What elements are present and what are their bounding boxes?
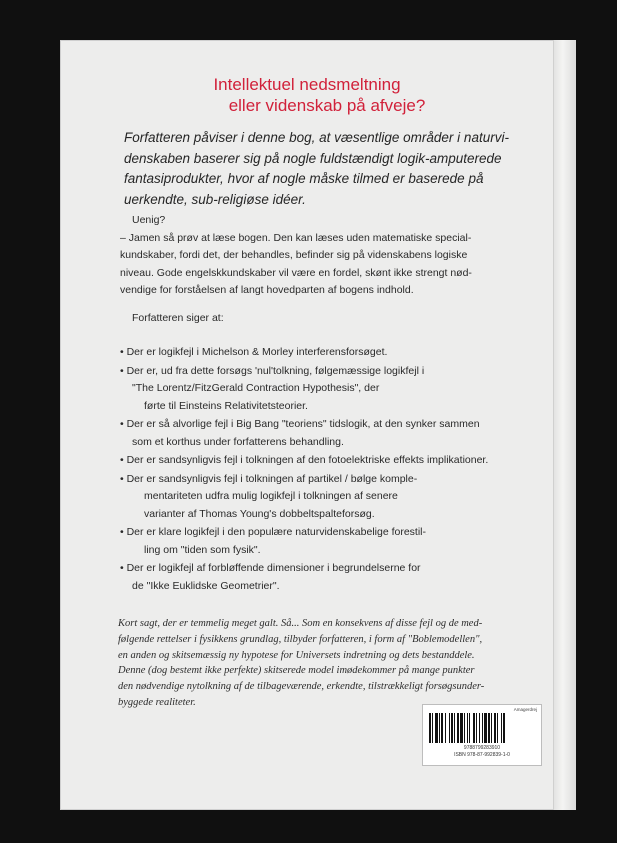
claim-line: som et korthus under forfatterens behandling. xyxy=(132,435,344,448)
barcode-bar xyxy=(473,713,475,743)
barcode-bar xyxy=(484,713,487,743)
claim-line: • Der er sandsynligvis fejl i tolkningen af den fotoelektriske effekts implikationer. xyxy=(120,454,489,466)
closing-line: den nødvendige nytolkning af de tilbageværende, erkendte, tilstrækkeligt forsøgsunder- xyxy=(118,681,485,693)
isbn-number: ISBN 978-87-992839-1-0 xyxy=(454,752,510,758)
barcode-bar xyxy=(494,713,496,743)
claim-line: • Der er logikfejl af forbløffende dimensioner i begrundelserne for xyxy=(120,562,421,574)
barcode-bar xyxy=(491,713,492,743)
cover-title xyxy=(60,74,554,116)
claim-item xyxy=(120,471,550,524)
claim-item xyxy=(120,452,550,470)
intro-line: fantasiprodukter, hvor af nogle måske tilmed er baserede på xyxy=(124,171,484,186)
uenig-paragraph xyxy=(120,212,540,300)
closing-line: Denne (dog bestemt ikke perfekte) skitserede model imødekommer på mange punkter xyxy=(118,665,475,677)
claim-line: • Der er sandsynligvis fejl i tolkningen af partikel / bølge komple- xyxy=(120,472,418,485)
claim-line: mentariteten udfra mulig logikfejl i tolkningen af senere xyxy=(144,490,398,502)
intro-line: uerkendte, sub-religiøse idéer. xyxy=(124,191,306,207)
barcode-bar xyxy=(497,713,498,743)
closing-line: byggede realiteter. xyxy=(118,696,196,708)
barcode-bar xyxy=(460,713,463,743)
barcode-bars xyxy=(429,713,535,743)
para-line: niveau. Gode engelskkundskaber vil være en fordel, skønt ikke strengt nød- xyxy=(120,266,472,279)
barcode-label: Amagerdrej xyxy=(513,707,537,712)
isbn-barcode xyxy=(422,704,542,766)
claim-line: • Der er så alvorlige fejl i Big Bang "teoriens" tidslogik, at den synker sammen xyxy=(120,418,480,430)
title-line-1: Intellektuel nedsmeltning xyxy=(213,75,401,94)
barcode-bar xyxy=(451,713,453,743)
claim-item xyxy=(120,363,550,416)
claim-item xyxy=(120,344,550,362)
claim-line: • Der er logikfejl i Michelson & Morley interferensforsøget. xyxy=(120,346,388,358)
title-line-2: eller videnskab på afveje? xyxy=(228,96,426,115)
barcode-bar xyxy=(439,713,440,743)
claim-line: førte til Einsteins Relativitetsteorier. xyxy=(144,399,308,412)
barcode-bar xyxy=(441,713,443,743)
barcode-bar xyxy=(482,713,483,743)
claim-item xyxy=(120,560,550,595)
closing-line: en anden og skitsemæssig ny hypotese for Universets indretning og dets bestanddele. xyxy=(118,649,475,661)
claim-line: varianter af Thomas Young's dobbeltspalteforsøg. xyxy=(144,507,375,520)
barcode-bar xyxy=(503,713,505,743)
para-line: Uenig? xyxy=(132,214,166,226)
barcode-bar xyxy=(479,713,480,743)
closing-line: Kort sagt, der er temmelig meget galt. Så... Som en konsekvens af disse fejl og de med- xyxy=(118,618,483,629)
claim-item xyxy=(120,416,550,451)
para-line: – Jamen så prøv at læse bogen. Den kan læses uden matematiske special- xyxy=(120,231,472,244)
barcode-bar xyxy=(449,713,450,743)
para-line: vendige for forståelsen af langt hovedparten af bogens indhold. xyxy=(120,284,414,296)
closing-paragraph xyxy=(118,616,558,711)
claims-list xyxy=(120,344,550,596)
barcode-bar xyxy=(454,713,455,743)
author-says-label: Forfatteren siger at: xyxy=(132,312,224,324)
para-line: kundskaber, fordi det, der behandles, befinder sig på videnskabens logiske xyxy=(120,249,468,261)
claim-line: "The Lorentz/FitzGerald Contraction Hypothesis", der xyxy=(132,382,380,394)
barcode-bar xyxy=(429,713,431,743)
book-back-cover xyxy=(60,40,576,810)
intro-text xyxy=(124,128,524,210)
claim-line: de "Ikke Euklidske Geometrier". xyxy=(132,579,280,592)
intro-line: denskaben baserer sig på nogle fuldstændigt logik-amputerede xyxy=(124,150,502,166)
barcode-number: 9788799283910 xyxy=(463,745,501,751)
barcode-bar xyxy=(469,713,470,743)
closing-line: følgende rettelser i fysikkens grundlag, tilbyder forfatteren, i form af "Boblemodellen", xyxy=(118,633,483,645)
barcode-bar xyxy=(467,713,468,743)
barcode-bar xyxy=(488,713,490,743)
barcode-bar xyxy=(435,713,438,743)
intro-line: Forfatteren påviser i denne bog, at væsentlige områder i naturvi- xyxy=(124,130,509,145)
barcode-bar xyxy=(464,713,465,743)
barcode-bar xyxy=(476,713,477,743)
claim-line: • Der er, ud fra dette forsøgs 'nul'tolkning, følgemæssige logikfejl i xyxy=(120,364,425,377)
barcode-bar xyxy=(445,713,446,743)
claim-line: ling om "tiden som fysik". xyxy=(144,543,261,556)
barcode-bar xyxy=(501,713,502,743)
barcode-bar xyxy=(457,713,459,743)
claim-line: • Der er klare logikfejl i den populære naturvidenskabelige forestil- xyxy=(120,526,426,538)
claim-item xyxy=(120,524,550,559)
barcode-bar xyxy=(432,713,433,743)
